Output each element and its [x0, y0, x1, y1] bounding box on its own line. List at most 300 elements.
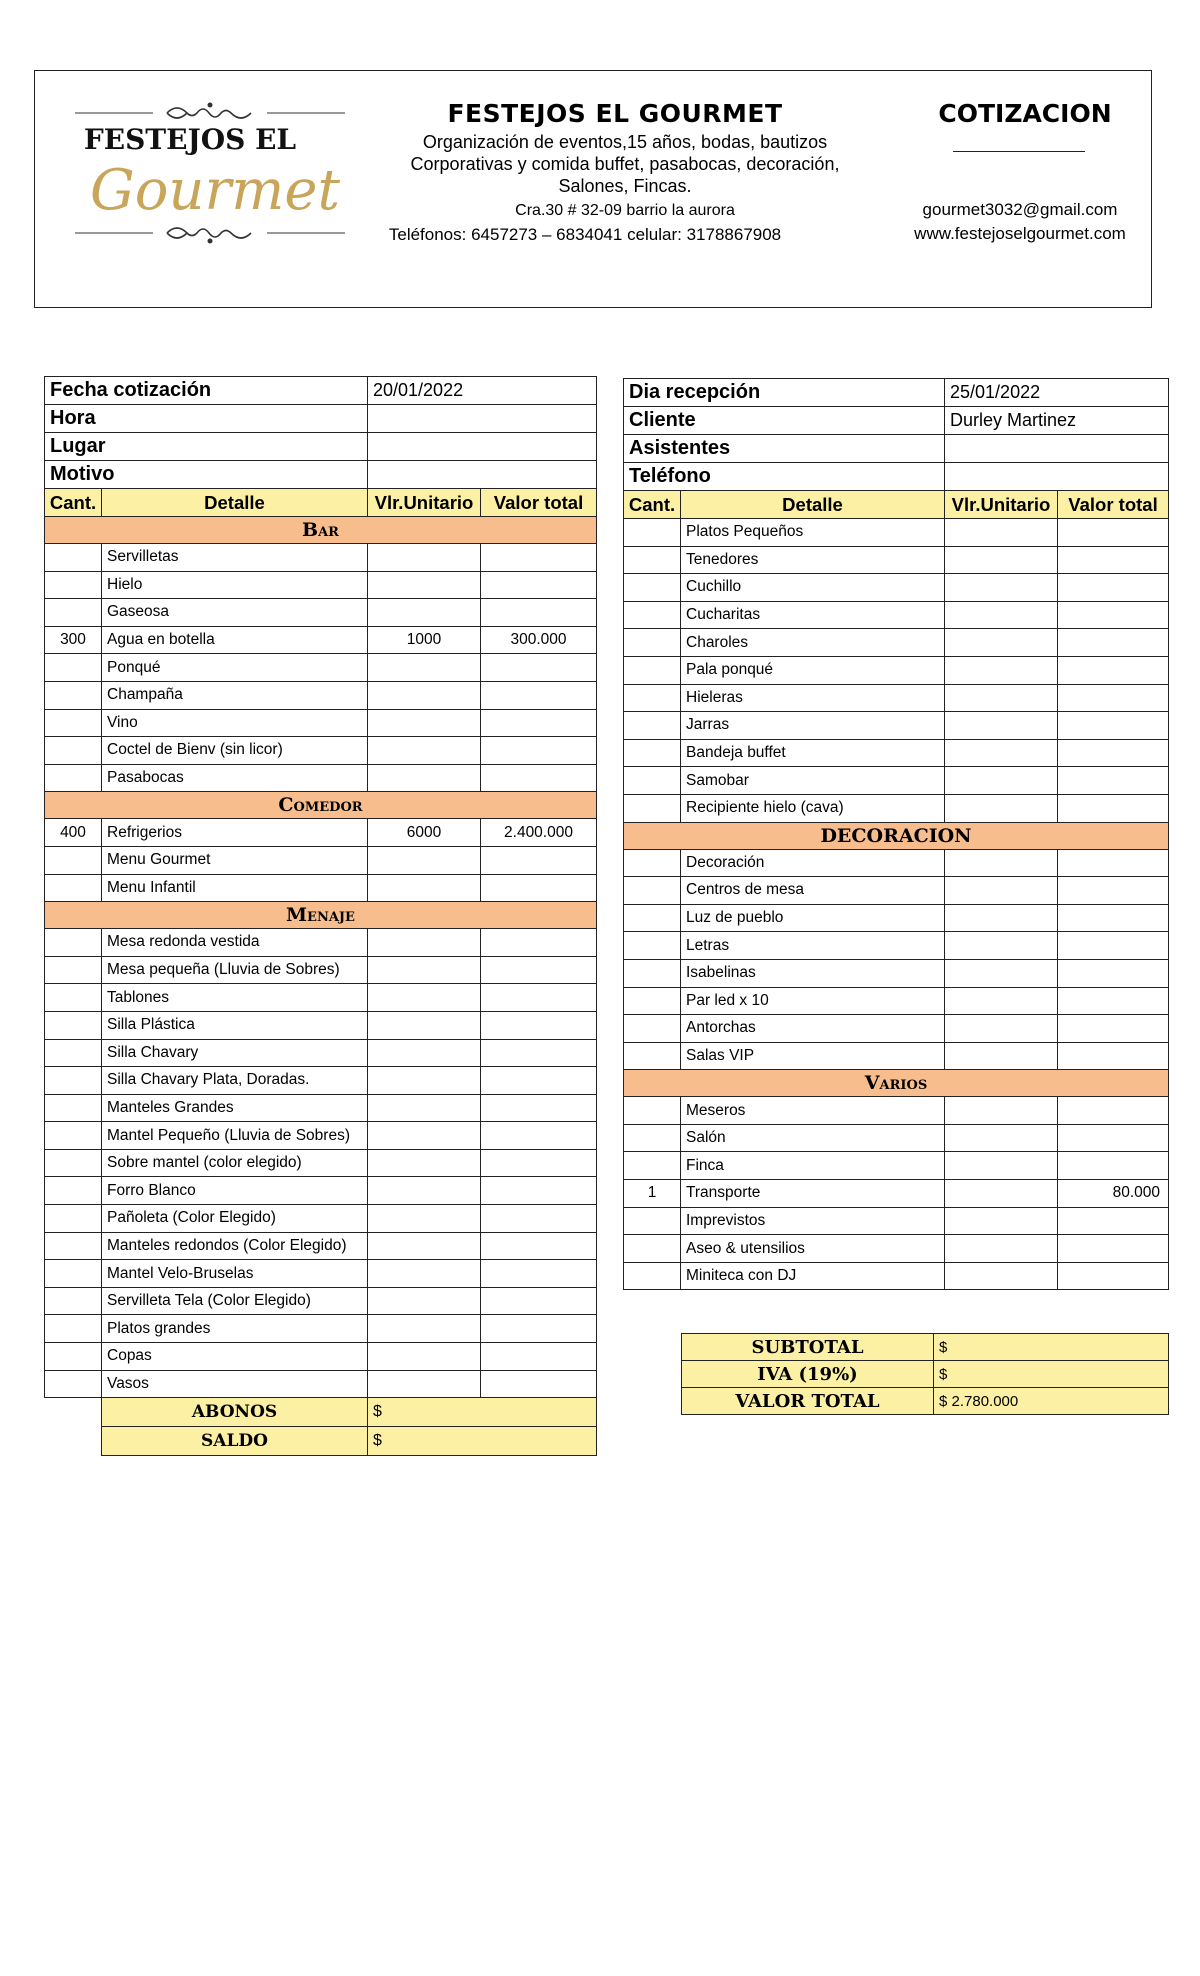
company-email[interactable]: gourmet3032@gmail.com: [922, 200, 1118, 219]
total-value-cell[interactable]: [1058, 767, 1169, 795]
total-value-cell[interactable]: [1058, 849, 1169, 877]
info-label: Teléfono: [624, 463, 945, 491]
cant-cell[interactable]: [45, 681, 102, 709]
cant-cell[interactable]: [624, 739, 681, 767]
cant-cell[interactable]: [624, 629, 681, 657]
detalle-cell: Centros de mesa: [681, 877, 945, 905]
total-value-cell[interactable]: [1058, 629, 1169, 657]
info-value-field[interactable]: [368, 405, 597, 433]
cant-cell[interactable]: [624, 1235, 681, 1263]
detalle-cell: Hielo: [102, 571, 368, 599]
table-row: [624, 904, 1169, 932]
info-row: [45, 433, 597, 461]
unit-price-cell[interactable]: [368, 737, 481, 765]
info-label: Hora: [45, 405, 368, 433]
table-row: [624, 1042, 1169, 1070]
detalle-cell: Vasos: [102, 1370, 368, 1398]
totals-value[interactable]: $ 2.780.000: [934, 1388, 1169, 1415]
table-row: [45, 709, 597, 737]
total-value-cell[interactable]: [1058, 684, 1169, 712]
blank-cell: [45, 1398, 102, 1427]
right-quote-table: [623, 378, 1169, 1290]
unit-price-cell[interactable]: [945, 767, 1058, 795]
cant-cell[interactable]: [624, 1124, 681, 1152]
unit-price-cell[interactable]: [945, 987, 1058, 1015]
cant-cell[interactable]: [45, 846, 102, 874]
cant-cell[interactable]: [624, 987, 681, 1015]
cant-cell[interactable]: [45, 1343, 102, 1371]
total-value-cell[interactable]: [1058, 712, 1169, 740]
column-header-row: [624, 491, 1169, 519]
unit-price-cell[interactable]: 1000: [368, 626, 481, 654]
total-value-cell[interactable]: [481, 654, 597, 682]
info-row: [624, 379, 1169, 407]
unit-price-cell[interactable]: [945, 601, 1058, 629]
unit-price-cell[interactable]: [368, 1149, 481, 1177]
detalle-cell: Agua en botella: [102, 626, 368, 654]
cant-cell[interactable]: 1: [624, 1180, 681, 1208]
table-row: [45, 819, 597, 847]
unit-price-cell[interactable]: [368, 599, 481, 627]
total-value-cell[interactable]: [481, 1177, 597, 1205]
cant-cell[interactable]: [624, 959, 681, 987]
total-value-cell[interactable]: [481, 1067, 597, 1095]
total-value-cell[interactable]: [1058, 932, 1169, 960]
table-row: [624, 656, 1169, 684]
unit-price-cell[interactable]: [368, 1315, 481, 1343]
table-row: [45, 1205, 597, 1233]
unit-price-cell[interactable]: [945, 877, 1058, 905]
unit-price-cell[interactable]: [945, 739, 1058, 767]
detalle-cell: Pañoleta (Color Elegido): [102, 1205, 368, 1233]
table-row: [45, 1039, 597, 1067]
left-quote-table: [44, 376, 597, 1456]
detalle-cell: Antorchas: [681, 1015, 945, 1043]
total-value-cell[interactable]: [1058, 1097, 1169, 1125]
table-row: [45, 1232, 597, 1260]
cant-cell[interactable]: [45, 1315, 102, 1343]
unit-price-cell[interactable]: [368, 1205, 481, 1233]
cant-cell[interactable]: [45, 1149, 102, 1177]
table-row: [624, 877, 1169, 905]
table-row: [45, 874, 597, 902]
detalle-cell: Menu Infantil: [102, 874, 368, 902]
cant-cell[interactable]: [624, 684, 681, 712]
cant-cell[interactable]: [624, 932, 681, 960]
section-title: Varios: [624, 1070, 1169, 1097]
company-logo: [75, 97, 345, 245]
header-line-3: Salones, Fincas.: [558, 176, 692, 196]
total-value-cell[interactable]: [1058, 1235, 1169, 1263]
company-website[interactable]: www.festejoselgourmet.com: [914, 224, 1126, 243]
table-row: [624, 959, 1169, 987]
info-value-field[interactable]: Durley Martinez: [945, 407, 1169, 435]
unit-price-cell[interactable]: [368, 1287, 481, 1315]
table-row: [624, 601, 1169, 629]
col-header-unitario: Vlr.Unitario: [945, 491, 1058, 519]
unit-price-cell[interactable]: [945, 1262, 1058, 1290]
unit-price-cell[interactable]: [368, 1370, 481, 1398]
table-row: [624, 712, 1169, 740]
unit-price-cell[interactable]: 6000: [368, 819, 481, 847]
unit-price-cell[interactable]: [368, 1177, 481, 1205]
unit-price-cell[interactable]: [368, 654, 481, 682]
total-value-cell[interactable]: [481, 874, 597, 902]
table-row: [624, 987, 1169, 1015]
total-value-cell[interactable]: [481, 1011, 597, 1039]
table-row: [45, 654, 597, 682]
cant-cell[interactable]: [45, 984, 102, 1012]
table-row: [45, 984, 597, 1012]
table-row: [45, 1011, 597, 1039]
total-value-cell[interactable]: 80.000: [1058, 1180, 1169, 1208]
unit-price-cell[interactable]: [368, 1343, 481, 1371]
cant-cell[interactable]: [624, 546, 681, 574]
unit-price-cell[interactable]: [945, 849, 1058, 877]
cant-cell[interactable]: [45, 737, 102, 765]
total-value-cell[interactable]: [1058, 546, 1169, 574]
total-value-cell[interactable]: [1058, 1152, 1169, 1180]
company-name: FESTEJOS EL GOURMET: [447, 99, 783, 128]
cant-cell[interactable]: [45, 1287, 102, 1315]
detalle-cell: Vino: [102, 709, 368, 737]
detalle-cell: Ponqué: [102, 654, 368, 682]
totals-label: IVA (19%): [682, 1361, 934, 1388]
section-menaje: [45, 902, 597, 929]
total-value-cell[interactable]: [1058, 656, 1169, 684]
title-underline: [953, 151, 1085, 152]
total-value-cell[interactable]: [1058, 987, 1169, 1015]
col-header-total: Valor total: [481, 489, 597, 517]
cant-cell[interactable]: [624, 767, 681, 795]
table-row: [45, 1287, 597, 1315]
total-value-cell[interactable]: [481, 737, 597, 765]
total-value-cell[interactable]: [481, 1370, 597, 1398]
total-value-cell[interactable]: [1058, 1015, 1169, 1043]
total-value-cell[interactable]: [481, 929, 597, 957]
unit-price-cell[interactable]: [368, 764, 481, 792]
totals-label: VALOR TOTAL: [682, 1388, 934, 1415]
total-value-cell[interactable]: [481, 544, 597, 572]
cant-cell[interactable]: [45, 654, 102, 682]
detalle-cell: Isabelinas: [681, 959, 945, 987]
detalle-cell: Par led x 10: [681, 987, 945, 1015]
total-value-cell[interactable]: [481, 599, 597, 627]
total-value-cell[interactable]: [1058, 739, 1169, 767]
unit-price-cell[interactable]: [368, 929, 481, 957]
info-value-field[interactable]: 20/01/2022: [368, 377, 597, 405]
detalle-cell: Pala ponqué: [681, 656, 945, 684]
cant-cell[interactable]: [45, 571, 102, 599]
total-value-cell[interactable]: [1058, 601, 1169, 629]
detalle-cell: Menu Gourmet: [102, 846, 368, 874]
total-value-cell[interactable]: [481, 1039, 597, 1067]
cant-cell[interactable]: [45, 764, 102, 792]
saldo-row: [45, 1427, 597, 1456]
unit-price-cell[interactable]: [368, 956, 481, 984]
section-title: Comedor: [45, 792, 597, 819]
detalle-cell: Manteles redondos (Color Elegido): [102, 1232, 368, 1260]
table-row: [624, 1180, 1169, 1208]
total-value-cell[interactable]: [481, 1315, 597, 1343]
cant-cell[interactable]: [624, 1207, 681, 1235]
info-label: Cliente: [624, 407, 945, 435]
detalle-cell: Salón: [681, 1124, 945, 1152]
unit-price-cell[interactable]: [945, 1124, 1058, 1152]
cant-cell[interactable]: [624, 1015, 681, 1043]
cant-cell[interactable]: [45, 1205, 102, 1233]
total-value-cell[interactable]: 2.400.000: [481, 819, 597, 847]
summary-value[interactable]: $: [368, 1427, 597, 1456]
unit-price-cell[interactable]: [368, 984, 481, 1012]
cant-cell[interactable]: [45, 1232, 102, 1260]
totals-value[interactable]: $: [934, 1361, 1169, 1388]
summary-label: SALDO: [102, 1427, 368, 1456]
unit-price-cell[interactable]: [945, 1180, 1058, 1208]
unit-price-cell[interactable]: [368, 846, 481, 874]
cant-cell[interactable]: [624, 1097, 681, 1125]
cant-cell[interactable]: [45, 929, 102, 957]
section-decoracion: [624, 822, 1169, 849]
unit-price-cell[interactable]: [945, 959, 1058, 987]
total-value-cell[interactable]: [1058, 1262, 1169, 1290]
cant-cell[interactable]: [624, 849, 681, 877]
table-row: [624, 767, 1169, 795]
total-value-cell[interactable]: [1058, 574, 1169, 602]
detalle-cell: Manteles Grandes: [102, 1094, 368, 1122]
company-phones: Teléfonos: 6457273 – 6834041 celular: 3178867908: [388, 225, 782, 244]
detalle-cell: Silla Chavary: [102, 1039, 368, 1067]
detalle-cell: Forro Blanco: [102, 1177, 368, 1205]
letterhead: [34, 70, 1152, 308]
detalle-cell: Mesa redonda vestida: [102, 929, 368, 957]
detalle-cell: Aseo & utensilios: [681, 1235, 945, 1263]
col-header-total: Valor total: [1058, 491, 1169, 519]
unit-price-cell[interactable]: [368, 1039, 481, 1067]
cant-cell[interactable]: [624, 1042, 681, 1070]
total-value-cell[interactable]: [481, 571, 597, 599]
total-value-cell[interactable]: [481, 1149, 597, 1177]
total-value-cell[interactable]: [481, 1232, 597, 1260]
table-row: [45, 764, 597, 792]
cant-cell[interactable]: [624, 656, 681, 684]
detalle-cell: Samobar: [681, 767, 945, 795]
detalle-cell: Silla Chavary Plata, Doradas.: [102, 1067, 368, 1095]
col-header-unitario: Vlr.Unitario: [368, 489, 481, 517]
total-value-cell[interactable]: [1058, 904, 1169, 932]
totals-row: [682, 1361, 1169, 1388]
total-value-cell[interactable]: [1058, 1042, 1169, 1070]
section-varios: [624, 1070, 1169, 1097]
info-value-field[interactable]: 25/01/2022: [945, 379, 1169, 407]
totals-value[interactable]: $: [934, 1334, 1169, 1361]
summary-value[interactable]: $: [368, 1398, 597, 1427]
total-value-cell[interactable]: [481, 709, 597, 737]
unit-price-cell[interactable]: [945, 629, 1058, 657]
section-title: Bar: [45, 517, 597, 544]
detalle-cell: Sobre mantel (color elegido): [102, 1149, 368, 1177]
total-value-cell[interactable]: [481, 1343, 597, 1371]
cant-cell[interactable]: [45, 1039, 102, 1067]
table-row: [45, 1343, 597, 1371]
total-value-cell[interactable]: [1058, 959, 1169, 987]
detalle-cell: Miniteca con DJ: [681, 1262, 945, 1290]
cant-cell[interactable]: [624, 712, 681, 740]
detalle-cell: Recipiente hielo (cava): [681, 794, 945, 822]
info-row: [624, 463, 1169, 491]
detalle-cell: Transporte: [681, 1180, 945, 1208]
detalle-cell: Refrigerios: [102, 819, 368, 847]
cant-cell[interactable]: 400: [45, 819, 102, 847]
unit-price-cell[interactable]: [368, 1094, 481, 1122]
cant-cell[interactable]: [45, 709, 102, 737]
cant-cell[interactable]: [624, 1262, 681, 1290]
table-row: [45, 1094, 597, 1122]
cant-cell[interactable]: [624, 601, 681, 629]
unit-price-cell[interactable]: [945, 1097, 1058, 1125]
cant-cell[interactable]: [624, 904, 681, 932]
cant-cell[interactable]: [624, 877, 681, 905]
table-row: [45, 599, 597, 627]
info-value-field[interactable]: [368, 433, 597, 461]
table-row: [45, 1315, 597, 1343]
info-value-field[interactable]: [368, 461, 597, 489]
section-title: Menaje: [45, 902, 597, 929]
total-value-cell[interactable]: [481, 984, 597, 1012]
info-value-field[interactable]: [945, 435, 1169, 463]
unit-price-cell[interactable]: [945, 712, 1058, 740]
unit-price-cell[interactable]: [368, 874, 481, 902]
detalle-cell: Charoles: [681, 629, 945, 657]
cant-cell[interactable]: [624, 574, 681, 602]
cant-cell[interactable]: [45, 544, 102, 572]
unit-price-cell[interactable]: [368, 1011, 481, 1039]
total-value-cell[interactable]: [481, 681, 597, 709]
unit-price-cell[interactable]: [368, 1067, 481, 1095]
table-row: [624, 1097, 1169, 1125]
cant-cell[interactable]: [45, 1122, 102, 1150]
total-value-cell[interactable]: [481, 1122, 597, 1150]
cant-cell[interactable]: [45, 1177, 102, 1205]
unit-price-cell[interactable]: [368, 681, 481, 709]
company-address: Cra.30 # 32-09 barrio la aurora: [515, 202, 735, 219]
unit-price-cell[interactable]: [945, 794, 1058, 822]
unit-price-cell[interactable]: [945, 1207, 1058, 1235]
cant-cell[interactable]: [45, 874, 102, 902]
detalle-cell: Platos grandes: [102, 1315, 368, 1343]
info-label: Motivo: [45, 461, 368, 489]
detalle-cell: Letras: [681, 932, 945, 960]
detalle-cell: Champaña: [102, 681, 368, 709]
total-value-cell[interactable]: [481, 764, 597, 792]
detalle-cell: Salas VIP: [681, 1042, 945, 1070]
cant-cell[interactable]: [45, 1094, 102, 1122]
cant-cell[interactable]: [45, 1067, 102, 1095]
detalle-cell: Copas: [102, 1343, 368, 1371]
info-label: Asistentes: [624, 435, 945, 463]
unit-price-cell[interactable]: [368, 571, 481, 599]
summary-label: ABONOS: [102, 1398, 368, 1427]
detalle-cell: Gaseosa: [102, 599, 368, 627]
cant-cell[interactable]: 300: [45, 626, 102, 654]
unit-price-cell[interactable]: [945, 574, 1058, 602]
unit-price-cell[interactable]: [945, 1015, 1058, 1043]
col-header-detalle: Detalle: [681, 491, 945, 519]
blank-cell: [45, 1427, 102, 1456]
cant-cell[interactable]: [624, 794, 681, 822]
table-row: [45, 571, 597, 599]
unit-price-cell[interactable]: [368, 544, 481, 572]
total-value-cell[interactable]: [481, 846, 597, 874]
unit-price-cell[interactable]: [945, 684, 1058, 712]
table-row: [624, 932, 1169, 960]
cant-cell[interactable]: [45, 599, 102, 627]
unit-price-cell[interactable]: [945, 932, 1058, 960]
unit-price-cell[interactable]: [368, 1122, 481, 1150]
detalle-cell: Luz de pueblo: [681, 904, 945, 932]
header-line-1: Organización de eventos,15 años, bodas, bautizos: [422, 132, 828, 152]
total-value-cell[interactable]: [481, 956, 597, 984]
unit-price-cell[interactable]: [368, 1260, 481, 1288]
table-row: [624, 684, 1169, 712]
info-row: [45, 377, 597, 405]
unit-price-cell[interactable]: [945, 904, 1058, 932]
total-value-cell[interactable]: [481, 1205, 597, 1233]
unit-price-cell[interactable]: [368, 709, 481, 737]
info-label: Lugar: [45, 433, 368, 461]
cant-cell[interactable]: [45, 1260, 102, 1288]
unit-price-cell[interactable]: [945, 1042, 1058, 1070]
unit-price-cell[interactable]: [945, 546, 1058, 574]
totals-row: [682, 1334, 1169, 1361]
cant-cell[interactable]: [45, 1370, 102, 1398]
info-label: Dia recepción: [624, 379, 945, 407]
cant-cell[interactable]: [624, 519, 681, 547]
table-row: [45, 956, 597, 984]
detalle-cell: Mantel Pequeño (Lluvia de Sobres): [102, 1122, 368, 1150]
table-row: [45, 846, 597, 874]
total-value-cell[interactable]: [1058, 519, 1169, 547]
table-row: [624, 1262, 1169, 1290]
cant-cell[interactable]: [624, 1152, 681, 1180]
logo-text-script: Gourmet: [89, 158, 341, 223]
detalle-cell: Meseros: [681, 1097, 945, 1125]
total-value-cell[interactable]: 300.000: [481, 626, 597, 654]
detalle-cell: Silla Plástica: [102, 1011, 368, 1039]
unit-price-cell[interactable]: [945, 1152, 1058, 1180]
total-value-cell[interactable]: [1058, 1124, 1169, 1152]
col-header-cant: Cant.: [624, 491, 681, 519]
table-row: [45, 1149, 597, 1177]
total-value-cell[interactable]: [481, 1287, 597, 1315]
total-value-cell[interactable]: [481, 1260, 597, 1288]
unit-price-cell[interactable]: [368, 1232, 481, 1260]
cant-cell[interactable]: [45, 1011, 102, 1039]
total-value-cell[interactable]: [481, 1094, 597, 1122]
total-value-cell[interactable]: [1058, 877, 1169, 905]
unit-price-cell[interactable]: [945, 1235, 1058, 1263]
total-value-cell[interactable]: [1058, 794, 1169, 822]
unit-price-cell[interactable]: [945, 519, 1058, 547]
detalle-cell: Mesa pequeña (Lluvia de Sobres): [102, 956, 368, 984]
cant-cell[interactable]: [45, 956, 102, 984]
col-header-detalle: Detalle: [102, 489, 368, 517]
total-value-cell[interactable]: [1058, 1207, 1169, 1235]
unit-price-cell[interactable]: [945, 656, 1058, 684]
info-value-field[interactable]: [945, 463, 1169, 491]
header-line-2: Corporativas y comida buffet, pasabocas, decoración,: [410, 154, 840, 174]
detalle-cell: Coctel de Bienv (sin licor): [102, 737, 368, 765]
